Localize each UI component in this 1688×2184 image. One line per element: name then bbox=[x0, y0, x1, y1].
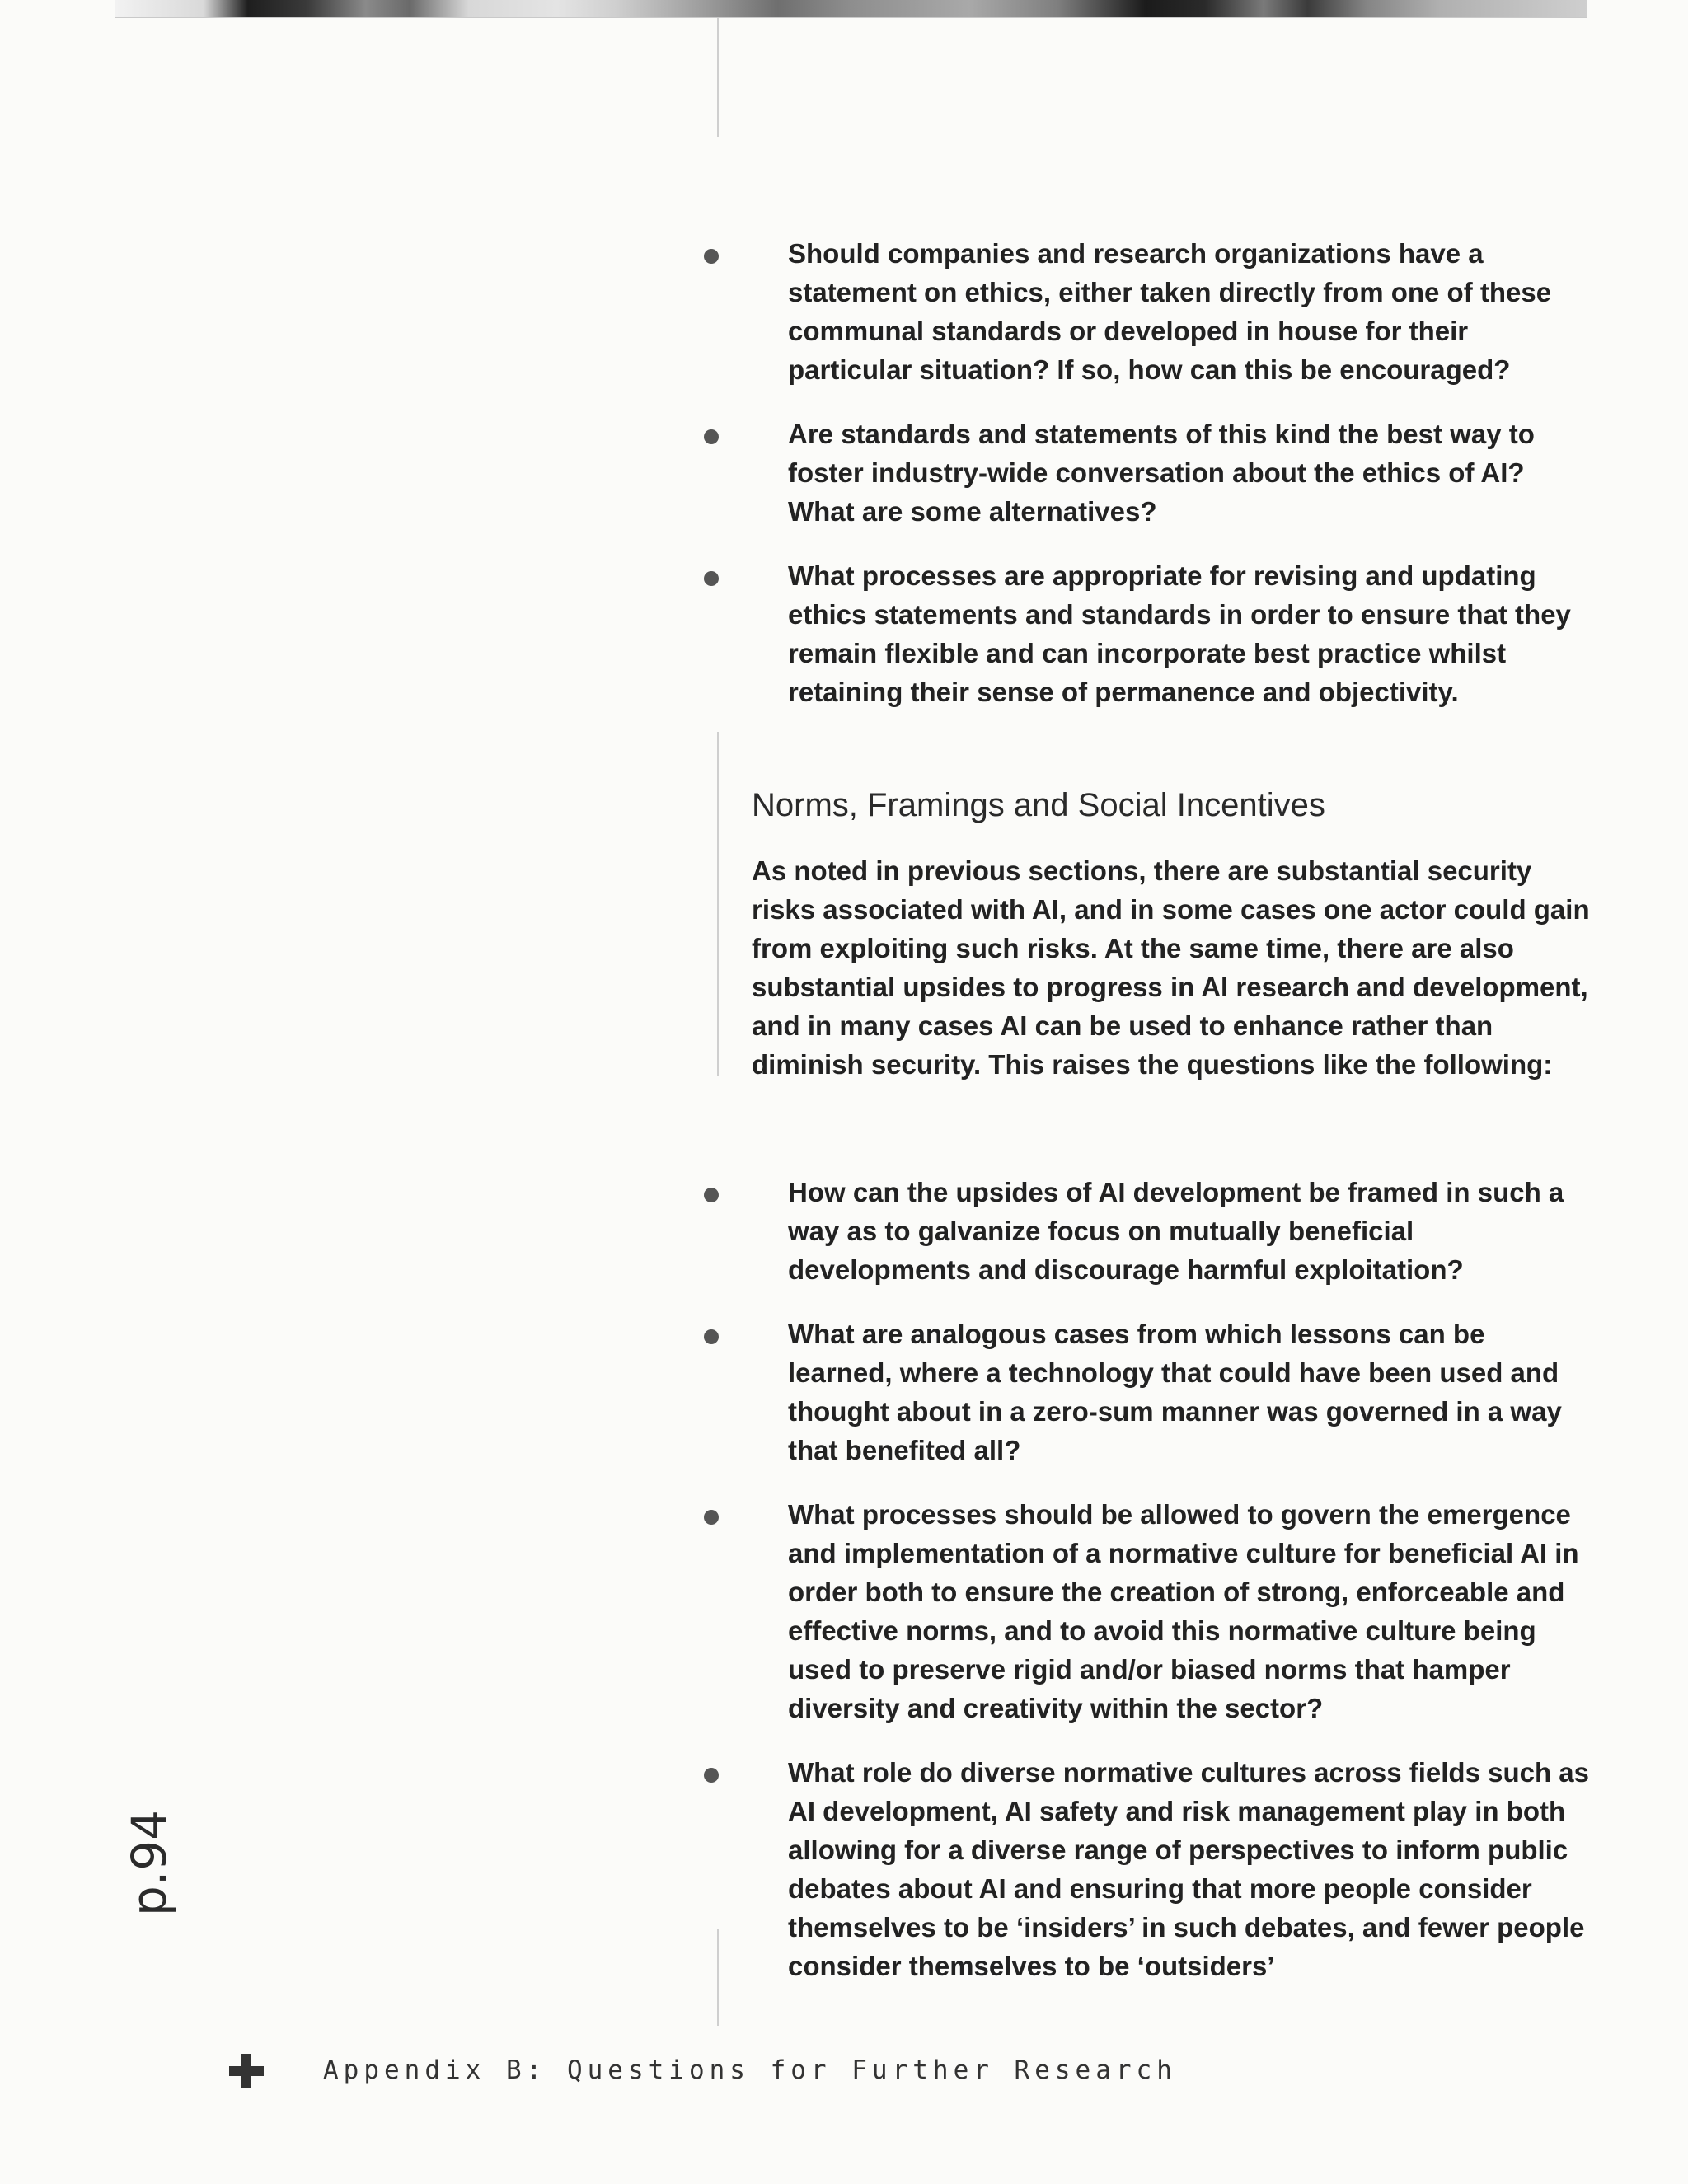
list-item bbox=[0, 415, 1688, 531]
list-item bbox=[0, 1495, 1688, 1727]
list-item bbox=[0, 1753, 1688, 1985]
list-item-text: How can the upsides of AI development be framed in such a way as to galvanize focus on mutually beneficial developments and discourage harmful exploitation? bbox=[788, 1177, 1564, 1285]
section-heading: Norms, Framings and Social Incentives bbox=[752, 787, 1325, 823]
plus-icon-vertical bbox=[241, 2054, 251, 2088]
footer-section-label: Appendix B: Questions for Further Research bbox=[323, 2055, 1177, 2085]
vertical-divider bbox=[717, 732, 719, 1076]
list-item-text: What role do diverse normative cultures across fields such as AI development, AI safety and risk management play in both allowing for a diverse range of perspectives to inform public debates about AI and ensuring that more people consider themselves to be ‘insiders’ in such debates, and fewer people consider themselves to be ‘outsiders’ bbox=[788, 1757, 1590, 1981]
vertical-divider bbox=[717, 18, 719, 137]
bullet-icon bbox=[704, 249, 719, 264]
top-rule bbox=[115, 17, 1587, 18]
list-item bbox=[0, 556, 1688, 711]
decorative-gradient-bar bbox=[115, 0, 1587, 18]
page-number: p.94 bbox=[121, 1809, 177, 1916]
questions-list-norms bbox=[0, 1173, 1688, 2011]
plus-icon bbox=[229, 2054, 264, 2088]
bullet-icon bbox=[704, 1768, 719, 1783]
list-item bbox=[0, 234, 1688, 389]
bullet-icon bbox=[704, 429, 719, 444]
bullet-icon bbox=[704, 1329, 719, 1344]
bullet-icon bbox=[704, 571, 719, 586]
bullet-icon bbox=[704, 1510, 719, 1525]
list-item-text: What processes are appropriate for revising and updating ethics statements and standards in order to ensure that they remain flexible and can incorporate best practice whilst retaining their sense of permanence and objectivity. bbox=[788, 560, 1571, 707]
list-item bbox=[0, 1315, 1688, 1469]
list-item bbox=[0, 1173, 1688, 1289]
list-item-text: Are standards and statements of this kind the best way to foster industry-wide conversation about the ethics of AI? What are some alternatives? bbox=[788, 419, 1535, 527]
list-item-text: What processes should be allowed to govern the emergence and implementation of a normative culture for beneficial AI in order both to ensure the creation of strong, enforceable and effective norms, and to avoid this normative culture being used to preserve rigid and/or biased norms that hamper diversity and creativity within the sector? bbox=[788, 1499, 1579, 1723]
list-item-text: Should companies and research organizations have a statement on ethics, either taken directly from one of these communal standards or developed in house for their particular situation? If so, how can this be encouraged? bbox=[788, 238, 1552, 385]
list-item-text: What are analogous cases from which lessons can be learned, where a technology that could have been used and thought about in a zero-sum manner was governed in a way that benefited all? bbox=[788, 1319, 1562, 1465]
questions-list-ethics-statements bbox=[0, 234, 1688, 737]
bullet-icon bbox=[704, 1188, 719, 1202]
section-paragraph: As noted in previous sections, there are substantial security risks associated with AI, and in some cases one actor could gain from exploiting such risks. At the same time, there are also substantial upsides to progress in AI research and development, and in many cases AI can be used to enhance rather than diminish security. This raises the questions like the following: bbox=[752, 855, 1590, 1080]
